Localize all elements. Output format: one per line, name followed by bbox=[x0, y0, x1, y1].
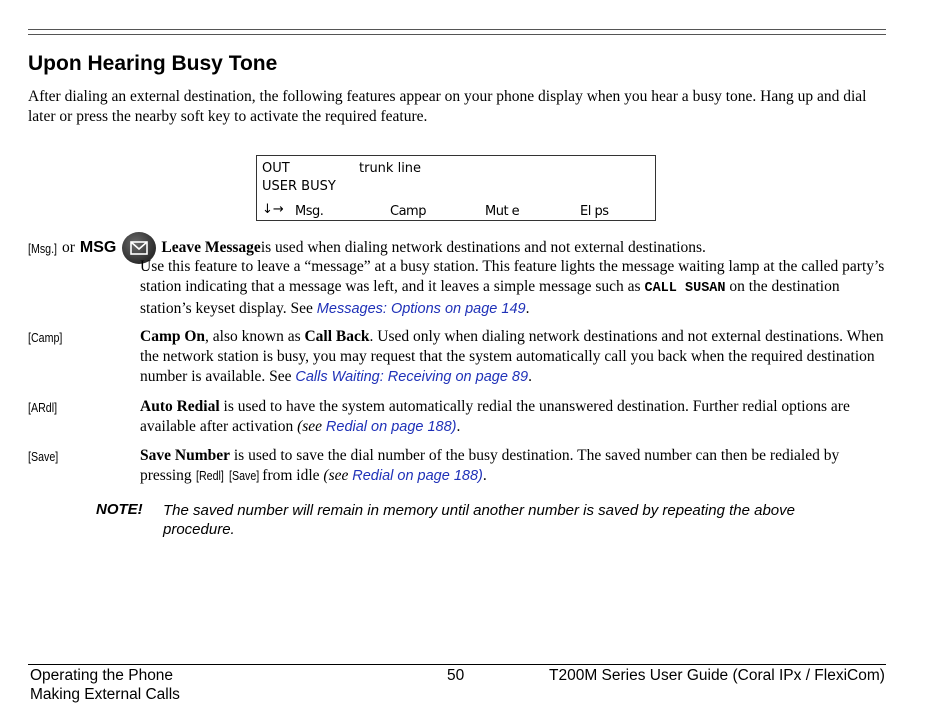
note-text: The saved number will remain in memory until another number is saved by repeating the above procedure. bbox=[163, 502, 795, 538]
save-term: [Save] bbox=[28, 449, 59, 464]
leave-message-text: Use this feature to leave a “message” at a busy station. This feature lights the message waiting lamp at the called party’s station indicating that a message was left, and it leaves a simple message such as bbox=[140, 258, 885, 295]
camp-term: [Camp] bbox=[28, 330, 63, 345]
softkey-mute[interactable]: Mut e bbox=[485, 204, 520, 219]
auto-redial-text: is used to have the system automatically redial the unanswered destination. Further redial options are available after activation bbox=[140, 398, 850, 435]
period: . bbox=[456, 418, 461, 435]
call-back-title: Call Back bbox=[304, 328, 370, 345]
see-text: (see bbox=[297, 418, 326, 435]
msg-softkey-label: [Msg.] bbox=[28, 240, 58, 256]
redl-key-label: [Redl] bbox=[195, 468, 224, 483]
page-title: Upon Hearing Busy Tone bbox=[28, 52, 278, 75]
camp-text-1: , also known as bbox=[205, 328, 305, 345]
display-line1-left: OUT bbox=[262, 161, 290, 176]
save-number-description bbox=[140, 446, 888, 486]
header-rule-bottom bbox=[28, 34, 886, 35]
page-number: 50 bbox=[447, 667, 465, 684]
camp-on-description bbox=[140, 327, 888, 387]
save-text-2: from idle bbox=[258, 467, 324, 484]
see-text: (see bbox=[323, 467, 353, 484]
footer-guide-title: T200M Series User Guide (Coral IPx / FlexiCom) bbox=[549, 667, 885, 684]
calls-waiting-link[interactable]: Calls Waiting: Receiving on page 89 bbox=[295, 369, 529, 385]
save-key-label: [Save] bbox=[229, 468, 260, 483]
redial-link-2[interactable]: Redial on page 188) bbox=[352, 468, 483, 484]
leave-message-description bbox=[140, 257, 888, 319]
messages-options-link[interactable]: Messages: Options on page 149 bbox=[316, 301, 526, 317]
save-number-title: Save Number bbox=[140, 447, 230, 464]
period: . bbox=[528, 368, 532, 385]
footer-section: Operating the Phone bbox=[30, 667, 174, 684]
intro-paragraph: After dialing an external destination, the following features appear on your phone display when you hear a busy tone. Hang up and dial later or press the nearby soft key to activate the required feature. bbox=[28, 88, 867, 125]
or-text: or bbox=[62, 239, 75, 256]
save-text-1: is used to save the dial number of the busy destination. The saved number can then be redialed by pressing bbox=[140, 447, 840, 484]
ardl-term: [ARdl] bbox=[28, 400, 58, 415]
example-message-code: CALL SUSAN bbox=[644, 281, 726, 296]
auto-redial-description bbox=[140, 397, 888, 437]
msg-key-label: MSG bbox=[79, 239, 117, 256]
display-line1-right: trunk line bbox=[359, 161, 422, 176]
scroll-arrows-icon: ↓→ bbox=[262, 202, 284, 217]
leave-message-text-2: on the destination station’s keyset display. See bbox=[140, 278, 840, 317]
phone-display bbox=[256, 155, 656, 221]
display-line2: USER BUSY bbox=[262, 179, 336, 194]
auto-redial-title: Auto Redial bbox=[140, 398, 220, 415]
leave-message-rest: is used when dialing network destinations and not external destinations. bbox=[260, 239, 706, 256]
softkey-elps[interactable]: El ps bbox=[580, 204, 609, 219]
footer-rule bbox=[28, 664, 886, 665]
camp-text-2: . Used only when dialing network destinations and not external destinations. When the network station is busy, you may request that the system automatically call you back when the required destination number is available. See bbox=[140, 328, 884, 385]
camp-on-title: Camp On bbox=[140, 328, 206, 345]
header-rule-top bbox=[28, 29, 886, 30]
redial-link[interactable]: Redial on page 188) bbox=[325, 419, 457, 435]
footer-subsection: Making External Calls bbox=[30, 686, 180, 703]
leave-message-title: Leave Message bbox=[161, 239, 261, 256]
softkey-camp[interactable]: Camp bbox=[390, 204, 426, 219]
softkey-msg[interactable]: Msg. bbox=[295, 204, 324, 219]
period: . bbox=[482, 467, 487, 484]
note-label: NOTE! bbox=[96, 501, 143, 518]
period: . bbox=[525, 300, 530, 317]
